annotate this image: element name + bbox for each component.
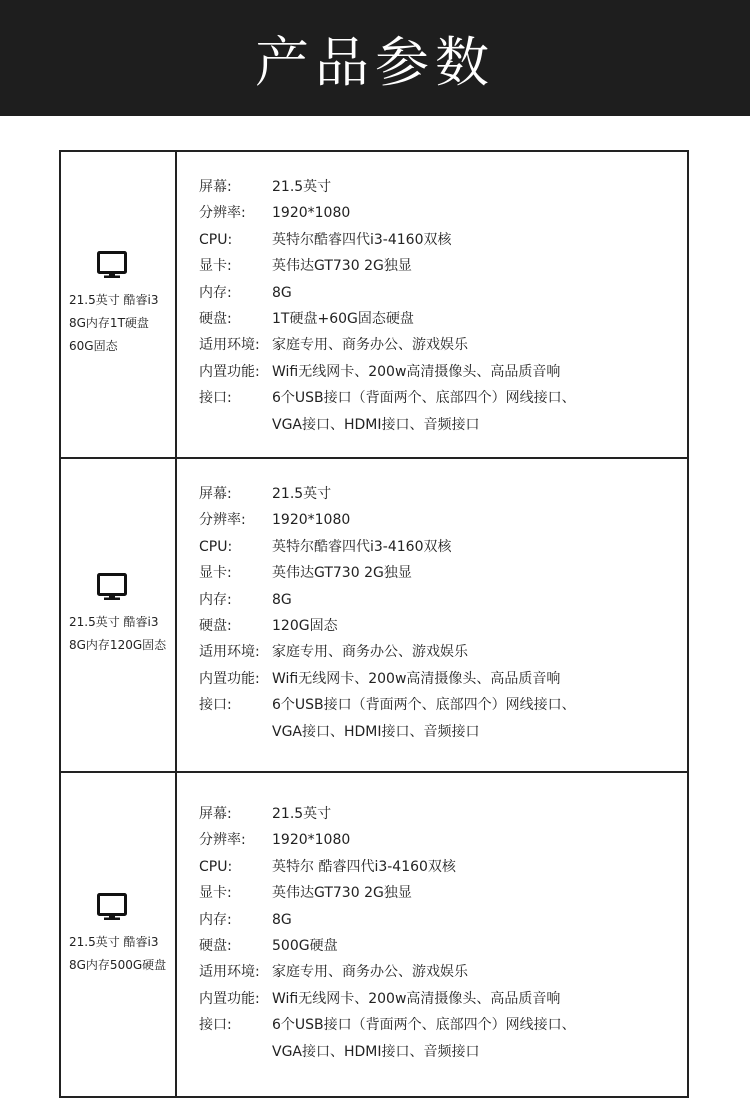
spec-line xyxy=(199,639,687,665)
spec-line xyxy=(199,827,687,853)
spec-value: 英特尔 酷睿四代i3-4160双核 xyxy=(272,858,456,875)
spec-key: 显卡: xyxy=(199,885,232,902)
spec-value: VGA接口、HDMI接口、音频接口 xyxy=(272,416,480,433)
spec-value: 21.5英寸 xyxy=(272,486,332,502)
product-row xyxy=(61,771,687,1096)
spec-line xyxy=(199,692,687,718)
spec-value: 120G固态 xyxy=(272,618,338,635)
spec-value: 6个USB接口（背面两个、底部四个）网线接口、 xyxy=(272,390,576,407)
product-label-line: 8G内存500G硬盘 xyxy=(69,957,167,972)
spec-line xyxy=(199,1039,687,1065)
spec-value: 英伟达GT730 2G独显 xyxy=(272,885,412,902)
spec-value: 英特尔酷睿四代i3-4160双核 xyxy=(272,231,452,248)
spec-value: 8G xyxy=(272,284,292,301)
spec-key: 适用环境: xyxy=(199,964,260,981)
product-label-line: 8G内存1T硬盘 xyxy=(69,316,149,330)
spec-key: 分辨率: xyxy=(199,205,246,222)
spec-key: 屏幕: xyxy=(199,179,232,195)
spec-line xyxy=(199,907,687,933)
header-banner xyxy=(0,0,750,116)
spec-line xyxy=(199,359,687,385)
spec-key: 适用环境: xyxy=(199,644,260,661)
spec-line xyxy=(199,280,687,306)
spec-value: 1920*1080 xyxy=(272,512,351,529)
spec-key: CPU: xyxy=(199,231,233,248)
spec-line xyxy=(199,880,687,906)
spec-list xyxy=(177,152,687,457)
spec-value: 1920*1080 xyxy=(272,205,351,222)
spec-key: 内存: xyxy=(199,591,232,608)
spec-key xyxy=(199,412,272,438)
spec-value: 英伟达GT730 2G独显 xyxy=(272,258,412,275)
spec-value: Wifi无线网卡、200w高清摄像头、高品质音响 xyxy=(272,990,561,1007)
product-row xyxy=(61,152,687,457)
product-label-line: 21.5英寸 酷睿i3 xyxy=(69,615,159,629)
spec-key: 硬盘: xyxy=(199,311,232,328)
spec-line xyxy=(199,560,687,586)
spec-line xyxy=(199,613,687,639)
product-summary xyxy=(61,152,177,457)
monitor-icon xyxy=(97,893,127,921)
spec-line xyxy=(199,227,687,253)
spec-key: 分辨率: xyxy=(199,832,246,849)
spec-value: 家庭专用、商务办公、游戏娱乐 xyxy=(272,644,468,661)
spec-line xyxy=(199,854,687,880)
spec-line xyxy=(199,587,687,613)
monitor-icon xyxy=(97,251,127,279)
spec-line xyxy=(199,332,687,358)
spec-key: 内置功能: xyxy=(199,670,260,687)
spec-value: 英特尔酷睿四代i3-4160双核 xyxy=(272,538,452,555)
spec-line xyxy=(199,306,687,332)
spec-key xyxy=(199,719,272,745)
spec-key: 内存: xyxy=(199,284,232,301)
spec-key: CPU: xyxy=(199,858,233,875)
product-label-line: 21.5英寸 酷睿i3 xyxy=(69,293,159,307)
spec-value: 1920*1080 xyxy=(272,832,351,849)
product-row xyxy=(61,457,687,771)
spec-line xyxy=(199,959,687,985)
product-label-line: 60G固态 xyxy=(69,339,118,353)
spec-value: VGA接口、HDMI接口、音频接口 xyxy=(272,723,480,740)
spec-key: 接口: xyxy=(199,1017,232,1034)
spec-line xyxy=(199,174,687,200)
spec-value: 21.5英寸 xyxy=(272,179,332,195)
spec-key: 屏幕: xyxy=(199,486,232,502)
spec-value: 8G xyxy=(272,911,292,928)
spec-key: 分辨率: xyxy=(199,512,246,529)
spec-key: 内置功能: xyxy=(199,363,260,380)
spec-line xyxy=(199,666,687,692)
product-label-line: 8G内存120G固态 xyxy=(69,638,167,652)
spec-value: 6个USB接口（背面两个、底部四个）网线接口、 xyxy=(272,697,576,714)
spec-line xyxy=(199,385,687,411)
spec-value: 8G xyxy=(272,591,292,608)
spec-key: 屏幕: xyxy=(199,806,232,822)
product-label-line: 21.5英寸 酷睿i3 xyxy=(69,934,159,949)
spec-value: 家庭专用、商务办公、游戏娱乐 xyxy=(272,964,468,981)
spec-value: 6个USB接口（背面两个、底部四个）网线接口、 xyxy=(272,1017,576,1034)
product-summary xyxy=(61,459,177,771)
spec-key: 接口: xyxy=(199,697,232,714)
spec-value: 1T硬盘+60G固态硬盘 xyxy=(272,311,414,328)
spec-value: 21.5英寸 xyxy=(272,806,332,822)
spec-line xyxy=(199,801,687,827)
spec-table xyxy=(59,150,689,1098)
spec-line xyxy=(199,507,687,533)
spec-key: 显卡: xyxy=(199,565,232,582)
spec-key: 硬盘: xyxy=(199,618,232,635)
spec-line xyxy=(199,534,687,560)
spec-value: Wifi无线网卡、200w高清摄像头、高品质音响 xyxy=(272,363,561,380)
spec-key: 接口: xyxy=(199,390,232,407)
spec-key xyxy=(199,1039,272,1065)
spec-line xyxy=(199,1012,687,1038)
spec-line xyxy=(199,481,687,507)
spec-key: 硬盘: xyxy=(199,938,232,955)
spec-list xyxy=(177,773,687,1096)
spec-line xyxy=(199,412,687,438)
product-summary xyxy=(61,773,177,1096)
spec-value: Wifi无线网卡、200w高清摄像头、高品质音响 xyxy=(272,670,561,687)
monitor-icon xyxy=(97,573,127,601)
spec-value: VGA接口、HDMI接口、音频接口 xyxy=(272,1043,480,1060)
spec-value: 家庭专用、商务办公、游戏娱乐 xyxy=(272,337,468,354)
spec-key: 内置功能: xyxy=(199,990,260,1007)
spec-key: 显卡: xyxy=(199,258,232,275)
page-title: 产品参数 xyxy=(255,30,495,94)
spec-line xyxy=(199,719,687,745)
spec-list xyxy=(177,459,687,771)
spec-key: 适用环境: xyxy=(199,337,260,354)
spec-line xyxy=(199,933,687,959)
spec-key: 内存: xyxy=(199,911,232,928)
spec-line xyxy=(199,200,687,226)
spec-line xyxy=(199,253,687,279)
spec-key: CPU: xyxy=(199,538,233,555)
spec-value: 英伟达GT730 2G独显 xyxy=(272,565,412,582)
spec-value: 500G硬盘 xyxy=(272,938,338,955)
spec-line xyxy=(199,986,687,1012)
